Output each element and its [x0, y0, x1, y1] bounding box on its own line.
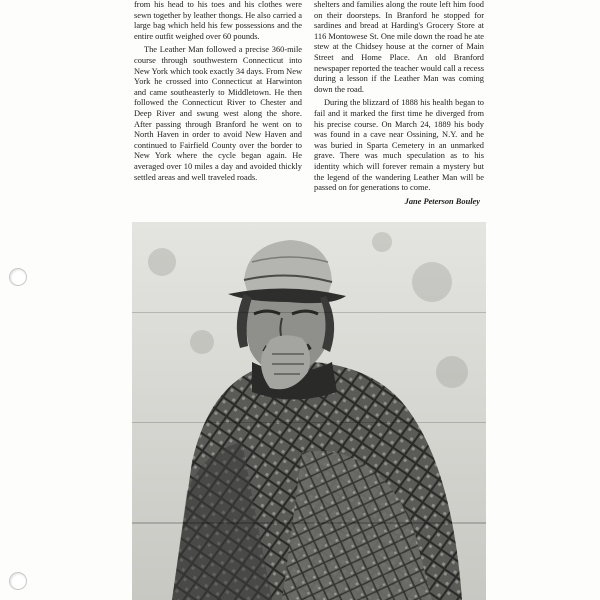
paragraph: During the blizzard of 1888 his health began to fail and it marked the first time he diverged from his precise course. On March 24, 1889 his body was found in a cave near Ossining, N.Y. and he was buried in Sparta Cemetery in an unmarked grave. There was much speculation as to his identity which will forever remain a mystery but the legend of the wandering Leather Man will be passed on for generations to come.	[314, 98, 484, 193]
binder-hole-icon	[9, 572, 27, 590]
photo-image	[132, 222, 486, 600]
paragraph: from his head to his toes and his clothes were sewn together by leather thongs. He also carried a large bag which held his few possessions and the entire outfit weighed over 60 pounds.	[134, 0, 302, 41]
paragraph: The Leather Man followed a precise 360-mile course through southwestern Connecticut into New York which took exactly 34 days. From New York he crossed into Connecticut at Harwinton and came southeasterly to Middletown. He then followed the Connecticut River to Chester and Deep River and swung west along the shore. After passing through Branford he went on to North Haven in order to avoid New Haven and continued to Fairfield County over the border to New York where the cycle began again. He averaged over 10 miles a day and avoided thickly settled areas and well traveled roads.	[134, 45, 302, 182]
leather-man-photo	[132, 222, 486, 600]
article-right-column	[314, 0, 484, 207]
article-byline: Jane Peterson Bouley	[404, 196, 480, 206]
paragraph: shelters and families along the route left him food on their doorsteps. In Branford he stopped for sardines and bread at Harding's Grocery Store at 116 Montowese St. One mile down the road he ate stew at the Chidsey house at the corner of Main Street and Home Place. An old Branford newspaper reported the teacher would call a recess during a lesson if the Leather Man was coming down the road.	[314, 0, 484, 94]
article-left-column	[134, 0, 302, 186]
binder-hole-icon	[9, 268, 27, 286]
